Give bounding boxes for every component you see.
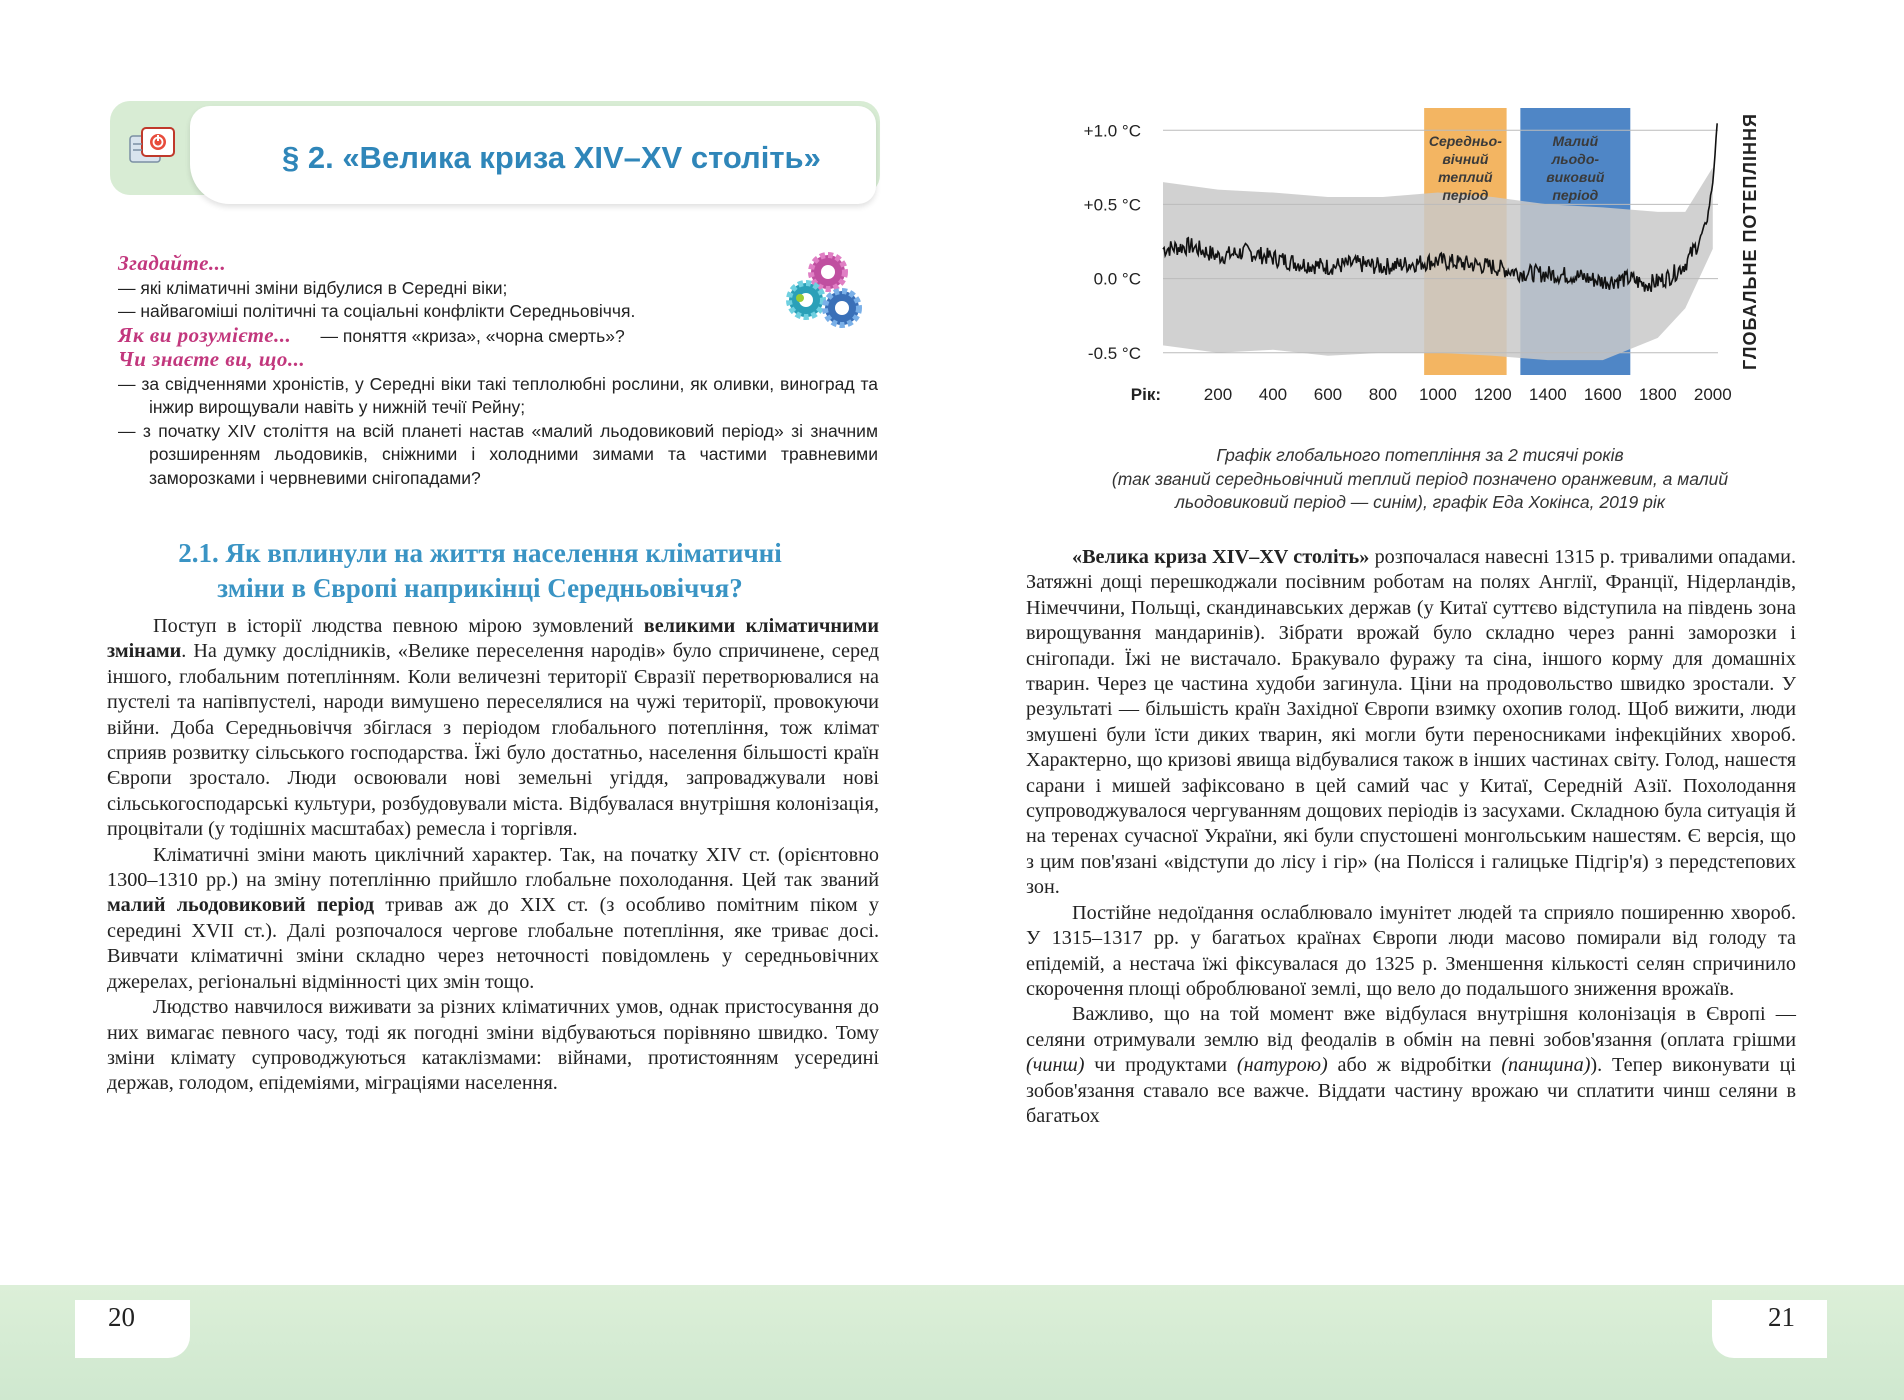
x-axis-label: Рік: (1130, 385, 1161, 404)
x-tick-label: 200 (1203, 385, 1233, 404)
section-heading-line-2: зміни в Європі наприкінці Середньовіччя? (217, 573, 743, 603)
period-label: період (1442, 187, 1489, 203)
period-label: льодо- (1551, 151, 1600, 167)
section-heading (120, 536, 840, 606)
paragraph: Кліматичні зміни мають циклічний характер. Так, на початку XIV ст. (орієнтовно 1300–1310 рр.) на зміну потеплінню прийшло глобальне похолодання. Цей так званий малий льодовиковий період тривав аж до XIX ст. (з особливо помітним піком у середині XVII ст.). Далі розпочалося чергове глобальне потепління, яке триває досі. Вивчати кліматичні зміни складно через неточності повідомлень у середньовічних джерелах, регіональні відмінності цих змін тощо. (107, 843, 879, 993)
know-item: — за свідченнями хроністів, у Середні віки такі теплолюбні рослини, як оливки, виноград та інжир вирощували навіть у нижній течії Рейну; (118, 373, 878, 417)
right-body-text (1026, 545, 1796, 1129)
left-body-text (107, 614, 879, 1097)
x-tick-label: 1800 (1638, 385, 1677, 404)
chart-caption (1060, 444, 1780, 515)
caption-line: Графік глобального потепління за 2 тисячі років (1216, 445, 1624, 465)
period-label: Малий (1552, 133, 1599, 149)
period-label: виковий (1546, 169, 1605, 185)
x-tick-label: 1000 (1418, 385, 1457, 404)
paragraph: Людство навчилося виживати за різних кліматичних умов, однак пристосування до них вимагає певного часу, тоді як погодні зміни відбуваються порівняно швидко. Тому зміни клімату супроводжуються катаклізмами: війнами, протистоянням усередині держав, голодом, епідеміями, міграціями населення. (107, 996, 879, 1095)
recall-item: — які кліматичні зміни відбулися в Середні віки; (118, 277, 508, 298)
term-italic: (чинш) (1026, 1054, 1085, 1077)
vertical-axis-label: ГЛОБАЛЬНЕ ПОТЕПЛІННЯ (1740, 113, 1760, 370)
y-tick-label: -0.5 °C (1087, 343, 1141, 363)
recall-block (118, 252, 878, 490)
paragraph: Постійне недоїдання ослаблювало імунітет людей та сприяло поширенню хвороб. У 1315–1317 рр. у багатьох країнах Європи люди масово помирали від голоду та епідемій, а нестача їжі фіксувалася до 1325 р. Зменшення кількості селян спричинило скорочення площі оброблюваної землі, що вело до подальшого зниження врожаїв. (1026, 901, 1796, 1000)
y-tick-label: +0.5 °C (1083, 195, 1141, 215)
paragraph: «Велика криза XIV–XV століть» розпочалася навесні 1315 р. тривалими опадами. Затяжні дощі перешкоджали посівним роботам на полях Англії, Франції, Нідерландів, Німеччини, Польщі, скандинавських держав (у Китаї суттєво відступила на південь зона вирощування мандаринів). Зібрати врожай було складно через ранні заморозки і снігопади. Їжі не вистачало. Бракувало фуражу та сіна, іншого корму для домашніх тварин. Через це частина худоби загинула. Ціни на продовольство швидко зростали. У результаті — більшість країн Західної Європи взимку охопив голод. Щоб вижити, люди змушені були їсти диких тварин, які могли бути переносниками інфекційних хвороб. Характерно, що кризові явища відбувалися також в інших частинах світу. Голод, нашестя сарани і мишей зафіксовано в цей самий час у Китаї, Середній Азії. Похолодання супроводжувалося чергуванням дощових періодів із засухами. Складною була ситуація й на теренах сучасної України, які були спустошені монгольським нашестям. Є версія, що з цим пов'язані «відступи до лісу і гір» (на Полісся і галицьке Підгір'я) з передстепових зон. (1026, 546, 1796, 899)
term-bold: «Велика криза XIV–XV століть» (1072, 546, 1370, 568)
understand-heading: Як ви розумієте... (118, 322, 292, 347)
period-label: період (1552, 187, 1599, 203)
term-italic: (натурою) (1236, 1054, 1328, 1077)
know-item: — з початку XIV століття на всій планеті настав «малий льодовиковий період» зі значним розширенням льодовиків, сніжними і холодними зимами та частими травневими заморозками і червневими снігопадами? (118, 420, 878, 488)
x-tick-label: 800 (1368, 385, 1398, 404)
x-tick-label: 1200 (1473, 385, 1512, 404)
paragraph-title: § 2. «Велика криза XIV–XV століть» (282, 140, 821, 175)
x-tick-label: 1600 (1583, 385, 1622, 404)
caption-line: (так званий середньовічний теплий період позначено оранжевим, а малий (1111, 468, 1729, 489)
term-bold: малий льодовиковий період (107, 894, 375, 917)
recall-item: — найвагоміші політичні та соціальні конфлікти Середньовіччя. (118, 301, 636, 321)
y-tick-label: 0.0 °C (1093, 269, 1141, 289)
know-heading: Чи знаєте ви, що... (118, 347, 306, 371)
page-number-right: 21 (1768, 1302, 1795, 1332)
y-tick-label: +1.0 °C (1083, 121, 1141, 141)
recall-heading: Згадайте... (118, 251, 227, 275)
section-heading-line-1: 2.1. Як вплинули на життя населення кліматичні (178, 538, 782, 568)
gears-icon (780, 250, 870, 336)
caption-line: льодовиковий період — синім), графік Еда Хокінса, 2019 рік (1174, 492, 1666, 512)
term-italic: (панщина) (1501, 1054, 1591, 1077)
x-tick-label: 1400 (1528, 385, 1567, 404)
x-tick-label: 600 (1313, 385, 1343, 404)
term-bold: великими кліматичними змінами (107, 615, 879, 663)
understand-text: — поняття «криза», «чорна смерть»? (320, 325, 625, 346)
period-label: теплий (1438, 169, 1493, 185)
x-tick-label: 2000 (1693, 385, 1732, 404)
page-number-left: 20 (108, 1302, 135, 1332)
global-warming-chart (1053, 100, 1783, 440)
lesson-icon (128, 126, 178, 170)
period-label: вічний (1442, 151, 1489, 167)
x-tick-label: 400 (1258, 385, 1288, 404)
paragraph: Поступ в історії людства певною мірою зумовлений великими кліматичними змінами. На думку дослідників, «Велике переселення народів» було спричинене, серед іншого, глобальним потеплінням. Коли величезні території Євразії перетворювалися на пустелі та напівпустелі, народи вимушено переселялися на чужі території, провокуючи війни. Доба Середньовіччя збіглася з періодом глобального потепління, тож клімат сприяв розвитку сільського господарства. Їжі було достатньо, населення більшості країн Європи зростало. Люди освоювали нові земельні угіддя, запроваджували нові сільськогосподарські культури, розбудовували міста. Відбувалася внутрішня колонізація, процвітали (у тодішніх масштабах) ремесла і торгівля. (107, 615, 879, 841)
paragraph: Важливо, що на той момент вже відбулася внутрішня колонізація в Європі — селяни отримували землю від феодалів в обмін на певні зобов'язання (оплата грішми (чинш) чи продуктами (натурою) або ж відробітки (панщина)). Тепер виконувати ці зобов'язання ставало все важче. Віддати частину врожаю чи сплатити чинш селяни в багатьох (1026, 1003, 1797, 1127)
period-label: Середньо- (1428, 133, 1502, 149)
